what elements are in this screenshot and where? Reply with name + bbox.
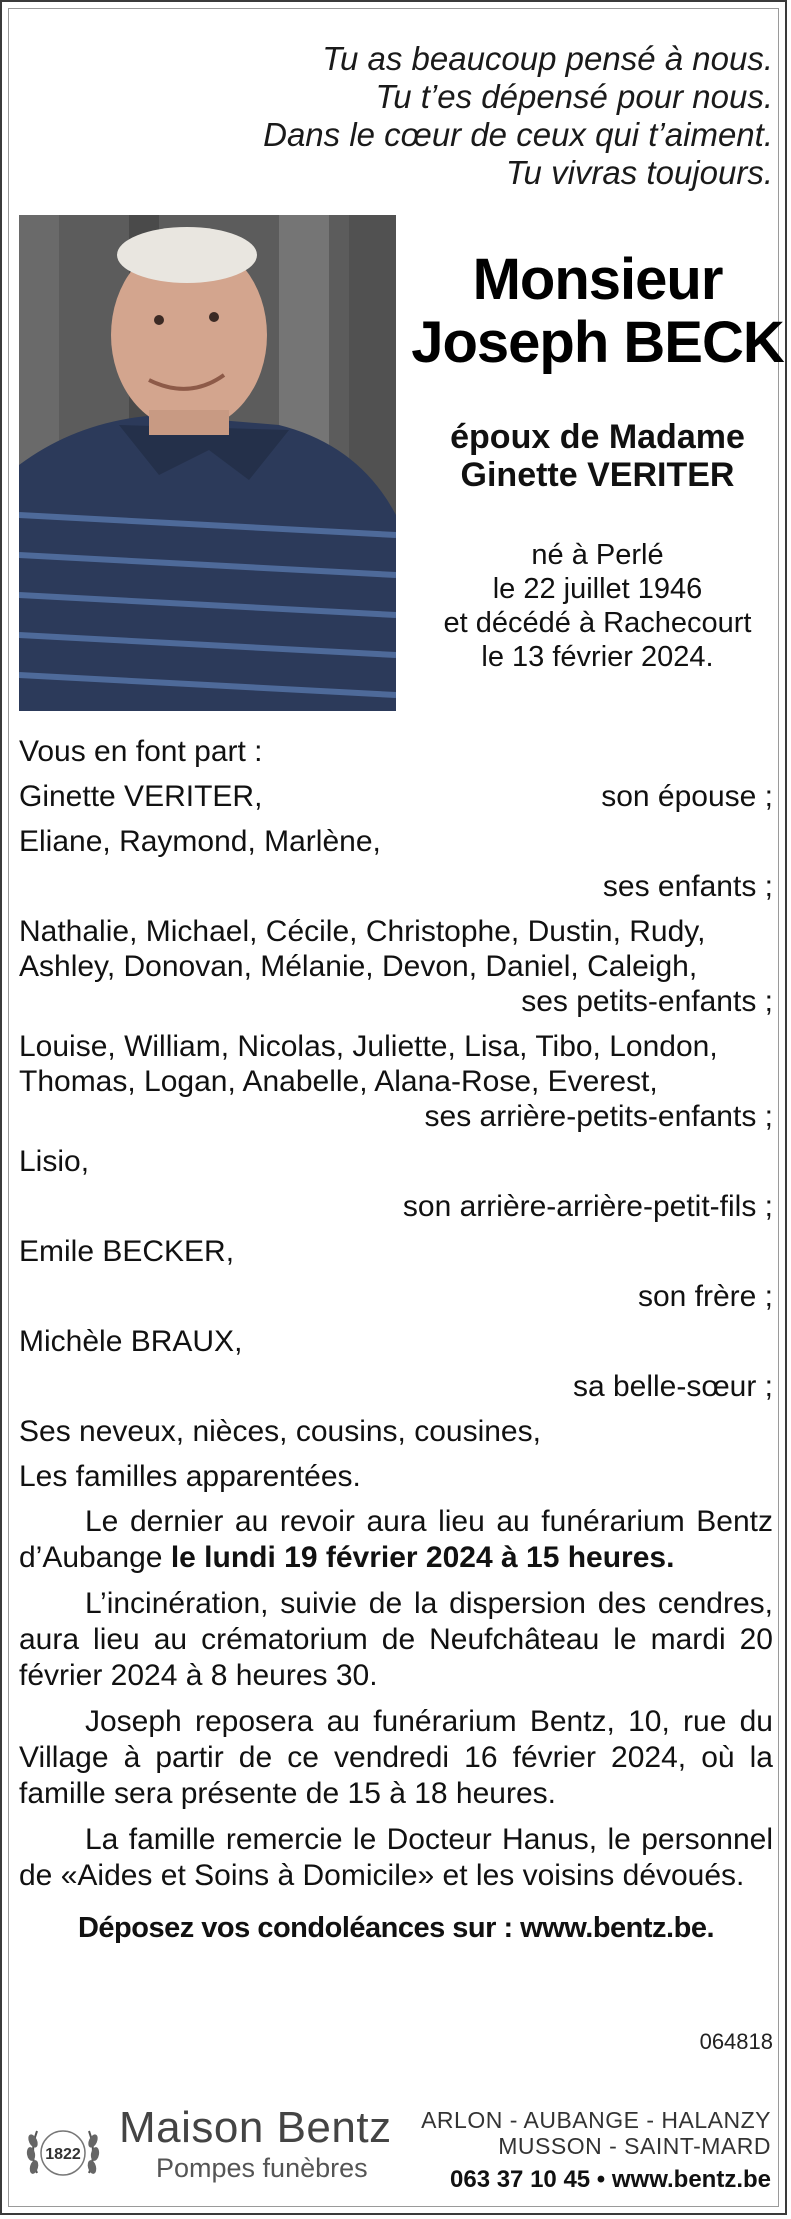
deceased-name: Joseph BECK <box>411 310 784 375</box>
death-date: le 13 février 2024. <box>481 641 714 673</box>
thanks-paragraph: La famille remercie le Docteur Hanus, le personnel de «Aides et Soins à Domicile» et les voisins dévoués. <box>19 1823 773 1892</box>
great-grandchildren-role: ses arrière-petits-enfants ; <box>424 1100 773 1133</box>
great-great-grandchild: Lisio, <box>19 1145 90 1178</box>
family-spouse <box>19 779 773 814</box>
title-civility: Monsieur <box>472 247 723 312</box>
spouse-name-text: Ginette VERITER, <box>19 780 263 813</box>
spouse-role: son épouse ; <box>601 780 773 813</box>
sister-in-law-role: sa belle-sœur ; <box>572 1370 773 1403</box>
announcement-body <box>19 734 773 1945</box>
related-families: Les familles apparentées. <box>19 1460 361 1493</box>
poem <box>263 40 773 192</box>
locations <box>421 2107 771 2159</box>
cremation-paragraph: L’incinération, suivie de la dispersion des cendres, aura lieu au crématorium de Neufchâteau le mardi 20 février 2024 à 8 heures 30. <box>19 1587 773 1692</box>
poem-line: Tu as beaucoup pensé à nous. <box>322 40 773 77</box>
spouse-line: époux de Madame <box>450 418 745 456</box>
laurel-seal-icon <box>23 2111 103 2191</box>
portrait-illustration <box>19 215 396 711</box>
grandchildren-line: Nathalie, Michael, Cécile, Christophe, Dustin, Rudy, <box>19 915 706 948</box>
spouse-info <box>405 418 790 494</box>
spouse-name: Ginette VERITER <box>460 456 735 494</box>
poem-line: Dans le cœur de ceux qui t’aiment. <box>263 116 773 153</box>
brother-name: Emile BECKER, <box>19 1235 235 1268</box>
contact-info: 063 37 10 45 • www.bentz.be <box>450 2166 771 2193</box>
poem-line: Tu vivras toujours. <box>505 154 773 191</box>
visitation-paragraph: Joseph reposera au funérarium Bentz, 10, rue du Village à partir de ce vendredi 16 février 2024, où la famille sera présente de 15 à 18 heures. <box>19 1705 773 1810</box>
birth-death-info <box>405 538 790 674</box>
brother-role: son frère ; <box>637 1280 773 1313</box>
farewell-paragraph <box>19 1504 773 1576</box>
great-grandchildren-line: Thomas, Logan, Anabelle, Alana-Rose, Everest, <box>19 1065 658 1098</box>
condolences-line: Déposez vos condoléances sur : www.bentz.be. <box>77 1912 715 1944</box>
children-role: ses enfants ; <box>602 870 773 903</box>
portrait-photo <box>19 215 396 711</box>
grandchildren-line: Ashley, Donovan, Mélanie, Devon, Daniel, Caleigh, <box>19 950 698 983</box>
locations-line: ARLON - AUBANGE - HALANZY <box>421 2107 771 2133</box>
locations-line: MUSSON - SAINT-MARD <box>498 2133 771 2159</box>
great-grandchildren-line: Louise, William, Nicolas, Juliette, Lisa, Tibo, London, <box>19 1030 718 1063</box>
farewell-text: Le dernier au revoir aura lieu au funérarium Bentz d’Aubange <box>19 1505 773 1574</box>
seal-year: 1822 <box>45 2146 81 2163</box>
extended-family: Ses neveux, nièces, cousins, cousines, <box>19 1415 541 1448</box>
birth-date: le 22 juillet 1946 <box>492 573 703 605</box>
poem-line: Tu t’es dépensé pour nous. <box>375 78 773 115</box>
grandchildren-role: ses petits-enfants ; <box>521 985 773 1018</box>
family-children: Eliane, Raymond, Marlène, <box>19 825 381 858</box>
brand-name: Maison Bentz <box>119 2103 392 2152</box>
farewell-datetime: le lundi 19 février 2024 à 15 heures. <box>170 1541 675 1574</box>
deceased-header <box>405 248 790 674</box>
funeral-home-footer <box>19 2103 774 2195</box>
reference-number: 064818 <box>699 2029 773 2054</box>
sister-in-law-name: Michèle BRAUX, <box>19 1325 243 1358</box>
intro-line: Vous en font part : <box>19 735 263 768</box>
brand-subtitle: Pompes funèbres <box>156 2153 368 2183</box>
great-great-role: son arrière-arrière-petit-fils ; <box>402 1190 773 1223</box>
death-place: et décédé à Rachecourt <box>443 607 752 639</box>
birth-place: né à Perlé <box>531 539 664 571</box>
